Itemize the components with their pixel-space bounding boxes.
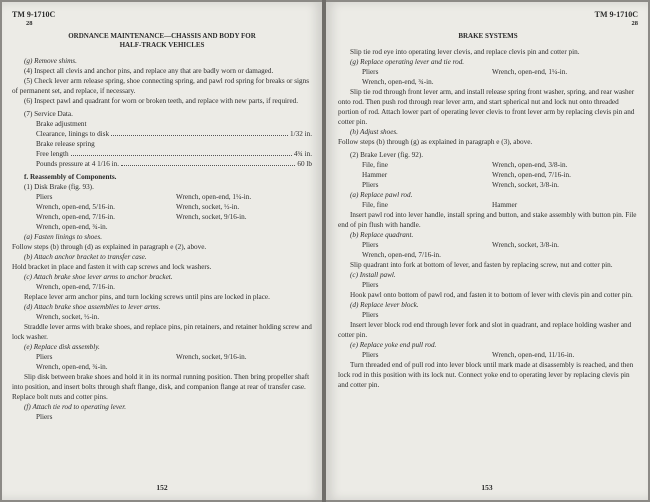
tool-item: Pliers: [362, 351, 379, 359]
tool-item: Wrench, open-end, ¾-in.: [36, 223, 108, 231]
intro-text: Slip tie rod eye into operating lever clevis, and replace clevis pin and cotter pin.: [350, 48, 580, 56]
tool-row: [36, 212, 312, 222]
para-6: (6) Inspect pawl and quadrant for worn or broken teeth, and replace with new parts, if required.: [24, 97, 299, 105]
tool-item: Pliers: [362, 68, 379, 76]
left-title: [12, 32, 312, 50]
tool-row: [362, 240, 638, 250]
left-page: [2, 2, 322, 500]
free-length-value: 4¾ in.: [293, 150, 312, 158]
brake-lever-heading: (2) Brake Lever (fig. 92).: [350, 151, 424, 159]
tool-row: [36, 202, 312, 212]
tool-item: Wrench, open-end, 1¼-in.: [176, 193, 252, 201]
tool-item: Wrench, open-end, 5/16-in.: [36, 203, 115, 211]
left-header: [12, 10, 312, 28]
right-header-code: TM 9-1710C: [594, 10, 638, 19]
tool-item: Wrench, open-end, 7/16-in.: [492, 171, 571, 179]
tool-item: Wrench, open-end, ¾-in.: [362, 78, 434, 86]
tool-item: Wrench, socket, ½-in.: [176, 203, 240, 211]
step-d-heading: (d) Replace lever block.: [350, 301, 419, 309]
tool-row: [362, 250, 638, 260]
pounds-value: 60 lb: [297, 160, 312, 168]
para-7-service-data: (7) Service Data.: [24, 110, 73, 118]
step-c-text: Hook pawl onto bottom of pawl rod, and fasten it to bottom of lever with clevis pin and cotter pin.: [350, 291, 633, 299]
step-e-text: Turn threaded end of pull rod into lever block until mark made at disassembly is reached, and then lock rod in this position with its lock nut. Connect yoke end to operating lever by replacing clevis pin and cotter pin.: [338, 361, 634, 389]
right-header: [338, 10, 638, 28]
tool-item: Wrench, open-end, 1¼-in.: [492, 68, 568, 76]
step-e-heading: (e) Replace yoke end pull rod.: [350, 341, 437, 349]
tool-item: Pliers: [362, 241, 379, 249]
tool-item: Wrench, open-end, 3/8-in.: [492, 161, 568, 169]
step-c-text: Replace lever arm anchor pins, and turn locking screws until pins are locked in place.: [24, 293, 270, 301]
step-g-text: Slip tie rod through front lever arm, and install release spring front washer, spring, and rear washer onto rod. Then push rod through rear lever arm, and start spherical nut and lock nut onto threaded portion of rod. Attach lower part of operating lever clevis to front lever arm by replacing clevis pin and cotter pin.: [338, 88, 635, 126]
tool-item: Wrench, open-end, 7/16-in.: [36, 213, 115, 221]
disk-brake-heading: (1) Disk Brake (fig. 93).: [24, 183, 94, 191]
tool-row: [362, 160, 638, 170]
left-header-code: TM 9-1710C: [12, 10, 56, 19]
tool-row: [362, 77, 638, 87]
step-b-text: Hold bracket in place and fasten it with cap screws and lock washers.: [12, 263, 212, 271]
tool-row: [36, 192, 312, 202]
tool-item: Wrench, open-end, ¾-in.: [36, 363, 108, 371]
lever-tool-list: [338, 160, 638, 190]
tool-row: [36, 222, 312, 232]
tool-row: [362, 67, 638, 77]
step-a-text: Insert pawl rod into lever handle, install spring and button, and stake assembly with button pin. File end of pin flush with handle.: [338, 211, 637, 229]
step-d-heading: (d) Attach brake shoe assemblies to lever arms.: [24, 303, 161, 311]
brake-adjustment-label: Brake adjustment: [36, 120, 87, 128]
step-c-heading: (c) Attach brake shoe lever arms to anchor bracket.: [24, 273, 173, 281]
tool-item: Wrench, socket, 9/16-in.: [176, 213, 247, 221]
right-header-para: 28: [631, 20, 638, 27]
step-d-tool: Pliers: [362, 311, 379, 319]
left-header-para: 28: [26, 20, 33, 27]
tool-row: [36, 352, 312, 362]
step-c-tool: Wrench, open-end, 7/16-in.: [36, 283, 115, 291]
step-c-heading: (c) Install pawl.: [350, 271, 396, 279]
step-a-tools: [338, 200, 638, 210]
tool-item: Pliers: [36, 193, 53, 201]
step-g-remove-shims: (g) Remove shims.: [24, 57, 77, 65]
free-length-row: [12, 149, 312, 159]
right-page-number: 153: [481, 483, 493, 492]
tool-item: Wrench, socket, 3/8-in.: [492, 241, 559, 249]
step-h-heading: (h) Adjust shoes.: [350, 128, 398, 136]
step-f-heading: (f) Attach tie rod to operating lever.: [24, 403, 127, 411]
tool-item: Hammer: [492, 201, 518, 209]
para-5: (5) Check lever arm release spring, shoe connecting spring, and pawl rod spring for breaks or signs of permanent set, and replace, if necessary.: [12, 77, 310, 95]
step-a-heading: (a) Replace pawl rod.: [350, 191, 413, 199]
tool-item: Pliers: [362, 181, 379, 189]
tool-item: Wrench, socket, 3/8-in.: [492, 181, 559, 189]
tool-item: Pliers: [36, 353, 53, 361]
right-title: BRAKE SYSTEMS: [458, 32, 518, 40]
tool-row: [362, 350, 638, 360]
left-title-line2: HALF-TRACK VEHICLES: [119, 41, 205, 49]
step-b-heading: (b) Attach anchor bracket to transfer case.: [24, 253, 147, 261]
brake-release-spring-label: Brake release spring: [36, 140, 95, 148]
section-f-heading: f. Reassembly of Components.: [24, 173, 117, 181]
step-e-tools: [12, 352, 312, 372]
step-e-heading: (e) Replace disk assembly.: [24, 343, 100, 351]
step-b-heading: (b) Replace quadrant.: [350, 231, 414, 239]
tool-item: Wrench, open-end, 11/16-in.: [492, 351, 575, 359]
step-g-heading: (g) Replace operating lever and tie rod.: [350, 58, 465, 66]
tool-item: File, fine: [362, 161, 388, 169]
clearance-label: Clearance, linings to disk: [36, 130, 110, 138]
pounds-row: [12, 159, 312, 169]
step-b-text: Slip quadrant into fork at bottom of lever, and fasten by replacing screw, nut and cotter pin.: [350, 261, 613, 269]
tool-item: Hammer: [362, 171, 388, 179]
clearance-row: [12, 129, 312, 139]
step-g-tools: [338, 67, 638, 87]
step-d-text: Insert lever block rod end through lever fork and slot in quadrant, and replace holding washer and cotter pin.: [338, 321, 632, 339]
step-a-heading: (a) Fasten linings to shoes.: [24, 233, 103, 241]
step-d-tool: Wrench, socket, ½-in.: [36, 313, 100, 321]
para-4: (4) Inspect all clevis and anchor pins, and replace any that are badly worn or damaged.: [24, 67, 274, 75]
step-c-tool: Pliers: [362, 281, 379, 289]
tool-item: Wrench, open-end, 7/16-in.: [362, 251, 441, 259]
right-page: [326, 2, 648, 500]
step-b-tools: [338, 240, 638, 260]
tool-item: File, fine: [362, 201, 388, 209]
step-e-text: Slip disk between brake shoes and hold it in its normal running position. Then bring propeller shaft into position, and insert bolts through shaft flange, disk, and companion flange at rear of transfer case. Replace bolt nuts and cotter pins.: [12, 373, 310, 401]
free-length-label: Free length: [36, 150, 69, 158]
disk-tool-list: [12, 192, 312, 232]
tool-item: Wrench, socket, 9/16-in.: [176, 353, 247, 361]
tool-row: [36, 362, 312, 372]
clearance-value: 1/32 in.: [290, 130, 312, 138]
pounds-label: Pounds pressure at 4 1/16 in.: [36, 160, 120, 168]
step-e-tools: [338, 350, 638, 360]
step-f-tool: Pliers: [36, 413, 53, 421]
left-title-line1: ORDNANCE MAINTENANCE—CHASSIS AND BODY FOR: [68, 32, 256, 40]
step-a-text: Follow steps (b) through (d) as explained in paragraph e (2), above.: [12, 243, 207, 251]
tool-row: [362, 180, 638, 190]
step-h-text: Follow steps (b) through (g) as explained in paragraph e (3), above.: [338, 138, 533, 146]
tool-row: [362, 200, 638, 210]
step-d-text: Straddle lever arms with brake shoes, and replace pins, pin retainers, and retainer holding screw and lock washer.: [12, 323, 312, 341]
left-page-number: 152: [156, 483, 168, 492]
tool-row: [362, 170, 638, 180]
